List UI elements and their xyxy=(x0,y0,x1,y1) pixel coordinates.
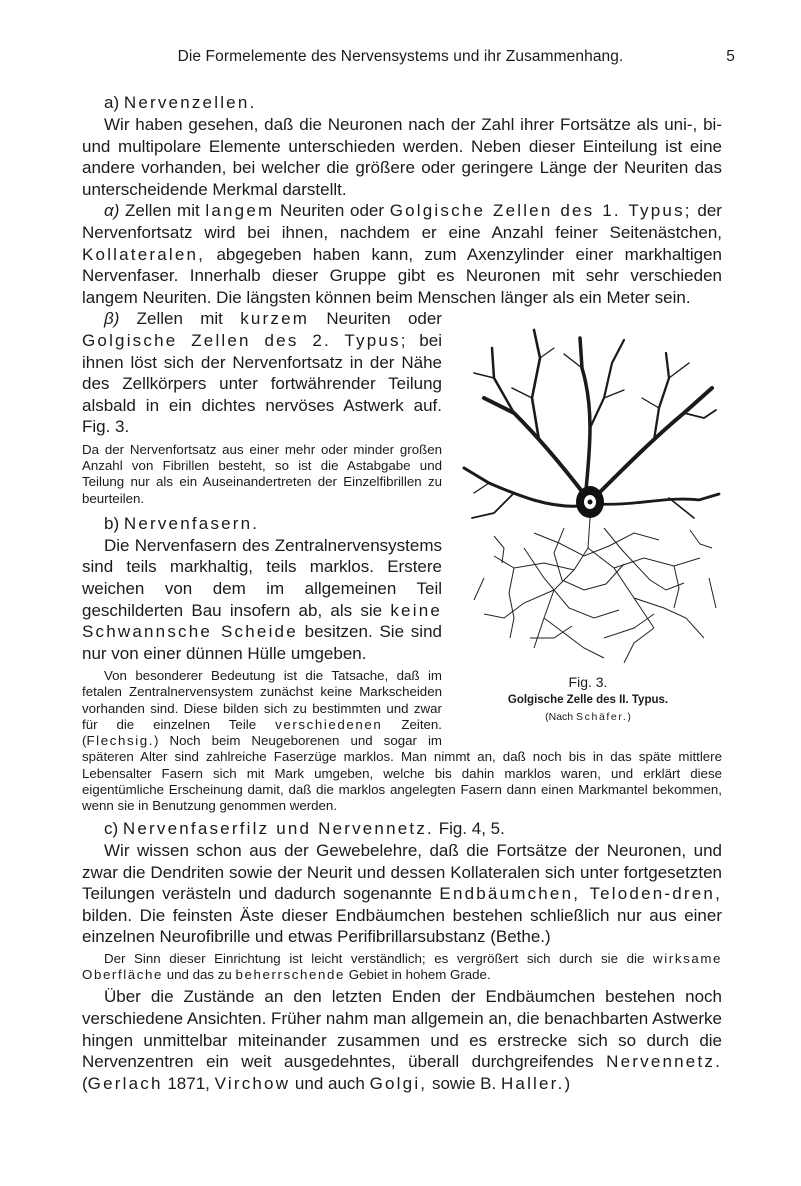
section-b-label: b) xyxy=(104,513,120,533)
section-c-title: Nervenfaserfilz und Nervennetz. xyxy=(122,819,434,839)
alpha-emphasis-langem: langem xyxy=(205,201,275,221)
section-c-note-emphasis: beherrschende xyxy=(235,967,346,983)
text-body xyxy=(82,92,722,1094)
beta-text: Zellen mit xyxy=(136,309,223,329)
beta-text: bei ihnen löst sich der Nervenfortsatz in der Nähe des Zellkörpers unter fortwährender Teilung alsbald in ein dichtes nervöses Astwerk auf. Fig. 3. xyxy=(82,330,442,437)
section-c-author: Haller. xyxy=(500,1073,565,1093)
section-c-note-text: Gebiet in hohem Grade. xyxy=(348,967,491,983)
section-c-text: Über die Zustände an den letzten Enden der Endbäumchen bestehen noch verschiedene Ansichten. Früher nahm man allgemein an, die benachbarten Astwerke hingen unmittelbar miteinander zusammen und es erstrecke sich so durch die Nervenzentren ein weit ausgedehntes, überall durchgreifendes xyxy=(82,987,722,1072)
figure-3 xyxy=(454,318,722,736)
section-b-emphasis: keine Schwannsche Scheide xyxy=(82,600,442,642)
figure-source-text: ) xyxy=(627,711,631,724)
section-c-text: ( xyxy=(82,1073,88,1093)
section-a-paragraph: Wir haben gesehen, daß die Neuronen nach der Zahl ihrer Fortsätze als uni-, bi- und multipolare Elemente unterschieden werden. Neben dieser Einteilung ist eine andere vorhanden, bei welcher die größere oder geringere Länge der Neuriten das unterscheidende Merkmal darstellt. xyxy=(82,115,722,199)
beta-emphasis-golgi-type2: Golgische Zellen des 2. Typus; xyxy=(82,330,408,350)
section-a-title: Nervenzellen. xyxy=(123,93,257,112)
section-b-note-text: ) Noch beim Neugeborenen und sogar im späteren Alter sind zahlreiche Faserzüge marklos. Man nimmt an, daß noch bis in das späte mittlere Lebensalter Fasern sich mit Mark umgeben, welche bis dahin marklos waren, und erklärt diese eigentümliche Erscheinung damit, daß die marklos angelegten Fasern dann einen Markmantel bekommen, wenn sie in Benutzung genommen werden. xyxy=(82,733,722,813)
section-c-author: Gerlach xyxy=(87,1073,163,1093)
section-b-note-author: Flechsig. xyxy=(86,733,155,749)
section-c-heading xyxy=(82,818,722,840)
section-c-text: ) xyxy=(564,1073,571,1093)
cell-body xyxy=(576,486,604,518)
section-c-author: Golgi, xyxy=(369,1073,428,1093)
section-c-paragraph xyxy=(82,840,722,948)
section-c-text: sowie B. xyxy=(431,1073,497,1093)
running-head xyxy=(0,48,801,70)
section-b-text: besitzen. Sie sind nur von einer dünnen Hülle umgeben. xyxy=(82,622,442,663)
golgi-cell-illustration xyxy=(454,318,722,674)
beta-text: Neuriten oder xyxy=(326,309,442,329)
section-a-label: a) xyxy=(104,93,120,112)
section-c-text: und auch xyxy=(294,1073,365,1093)
section-c-emphasis: Endbäumchen, Teloden-dren, xyxy=(439,884,723,904)
section-c-note-text: und das zu xyxy=(166,967,232,983)
running-head-title: Die Formelemente des Nervensystems und ihr Zusammenhang. xyxy=(177,48,624,65)
section-c-figure-ref: Fig. 4, 5. xyxy=(438,819,505,839)
figure-source xyxy=(454,711,722,723)
section-c-emphasis: Nervennetz. xyxy=(606,1052,722,1072)
section-c-text: Wir wissen schon aus der Gewebelehre, daß die Fortsätze der Neuronen, und zwar die Dendriten sowie der Neurit und dessen Kollateralen sich unter fortgesetzten Teilungen verästeln und dadurch sogenannte xyxy=(82,841,722,904)
alpha-emphasis-kollateralen: Kollateralen, xyxy=(82,244,206,264)
section-b-note-text: Von besonderer Bedeutung ist die Tatsache, daß im fetalen Zentralnervensystem zunächst keine Markscheiden vorhanden sind. Diese bilden sich zu bestimmten und zwar für die einzelnen Teile xyxy=(82,668,442,732)
section-c-note-emphasis: wirksame Oberfläche xyxy=(82,951,722,983)
alpha-emphasis-golgi-type1: Golgische Zellen des 1. Typus; xyxy=(389,201,692,221)
section-c-note-text: Der Sinn dieser Einrichtung ist leicht verständlich; es vergrößert sich durch sie die xyxy=(104,951,645,967)
section-a-note: Da der Nervenfortsatz aus einer mehr oder minder großen Anzahl von Fibrillen besteht, so ist die Astabgabe und Teilung nur als ein Auseinandertreten der Einzelfibrillen zu beurteilen. xyxy=(82,441,442,506)
alpha-text: der Nervenfortsatz wird bei ihnen, nachdem er eine Anzahl feiner Seitenästchen, xyxy=(82,201,722,242)
alpha-text: abgegeben haben kann, zum Axenzylinder einer markhaltigen Nervenfaser. Innerhalb dieser Gruppe gibt es Neuronen mit sehr verschieden langem Neuriten. Die längsten können beim Menschen länger als ein Meter sein. xyxy=(82,244,722,307)
section-b-note-emphasis: verschiedenen xyxy=(275,716,383,732)
figure-source-text: (Nach xyxy=(545,711,574,724)
section-c-author: Virchow xyxy=(214,1073,291,1093)
section-b-title: Nervenfasern. xyxy=(123,513,260,533)
section-b-note-text: Zeiten. ( xyxy=(82,716,442,749)
section-c-text: bilden. Die feinsten Äste dieser Endbäumchen bestehen schließlich nur aus einer einzelnen Neurofibrille und etwas Perifibrillarsubstanz (Bethe.) xyxy=(82,905,722,947)
section-c-label: c) xyxy=(104,819,119,839)
figure-number: Fig. 3. xyxy=(568,674,608,691)
section-c-paragraph-2 xyxy=(82,986,722,1094)
figure-title: Golgische Zelle des II. Typus. xyxy=(507,694,669,707)
figure-source-author: Schäfer. xyxy=(576,711,628,724)
section-b-text: Die Nervenfasern des Zentralnervensystems sind teils markhaltig, teils marklos. Erstere weichen von dem im allgemeinen Teil geschilderten Bau insofern ab, als sie xyxy=(82,535,442,620)
section-a-heading xyxy=(82,92,722,114)
section-c-note xyxy=(82,951,722,983)
alpha-text: Neuriten oder xyxy=(280,201,385,221)
beta-marker: β) xyxy=(104,309,120,329)
alpha-marker: α) xyxy=(104,201,120,221)
page-number: 5 xyxy=(726,48,735,65)
axon-arborization xyxy=(474,518,716,663)
section-c-text: 1871, xyxy=(167,1073,210,1093)
alpha-text: Zellen mit xyxy=(125,201,200,221)
beta-emphasis-kurzem: kurzem xyxy=(240,309,310,329)
alpha-paragraph xyxy=(82,200,722,308)
